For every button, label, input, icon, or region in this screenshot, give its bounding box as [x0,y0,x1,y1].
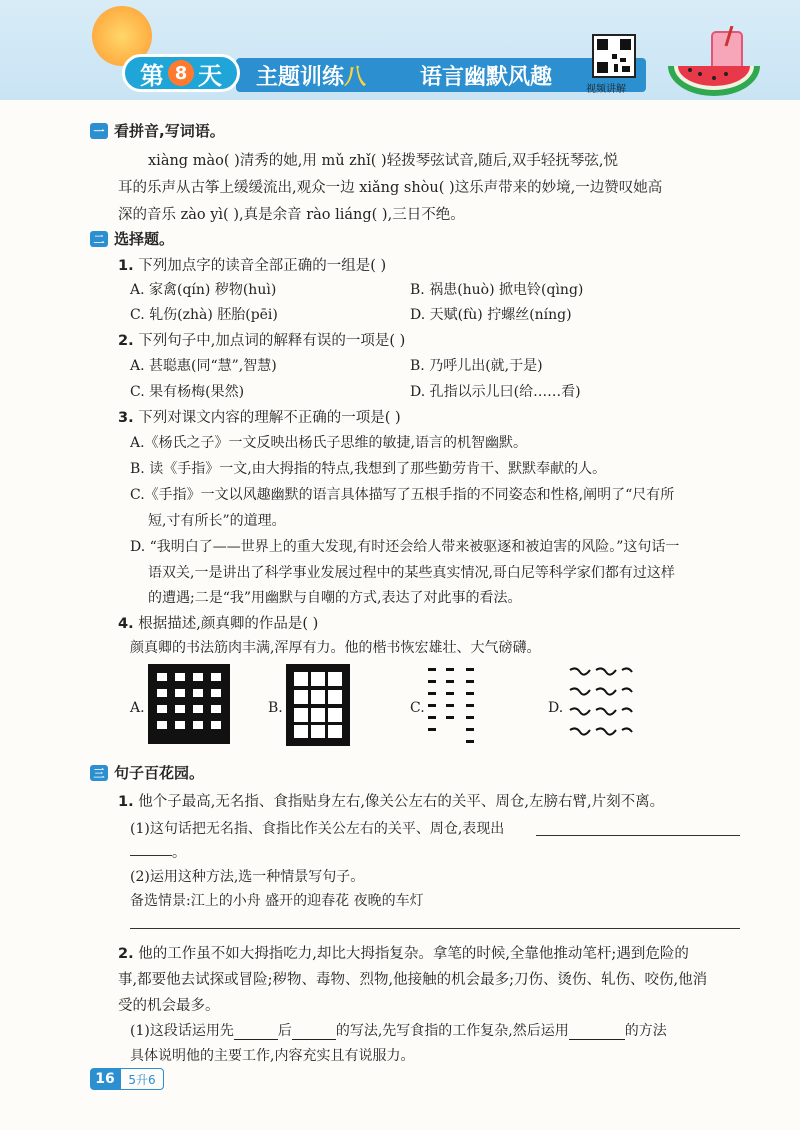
q2-4-option-c-label[interactable]: C. [410,700,425,716]
topic-title: 语言幽默风趣 [420,65,553,90]
q2-3-option-d-line1[interactable]: D. “我明白了——世界上的重大发现,有时还会给人带来被驱逐和被迫害的风险。”这句话一 [130,539,680,555]
q2-2-option-a[interactable]: A. 甚聪惠(同“慧”,智慧) [130,358,277,374]
q2-3-option-d-line3: 的遭遇;二是“我”用幽默与自嘲的方式,表达了对此事的看法。 [148,590,522,606]
q2-1-option-a[interactable]: A. 家禽(qín) 秽物(huì) [130,282,277,298]
s1-line-1: xiàng mào( )清秀的她,用 mǔ zhǐ( )轻拨琴弦试音,随后,双手轻抚琴弦,悦 [148,153,619,169]
q3-1-part-2: (2)运用这种方法,选一种情景写句子。 [130,869,365,885]
day-number: 8 [168,60,194,86]
q2-4-description: 颜真卿的书法筋肉丰满,浑厚有力。他的楷书恢宏雄壮、大气磅礴。 [130,640,541,656]
q-text: 他的工作虽不如大拇指吃力,却比大拇指复杂。拿笔的时候,全靠他推动笔杆;遇到危险的 [138,946,689,962]
q-number: 2. [118,333,134,349]
grade-label: 5升6 [120,1068,164,1090]
s1-line-3: 深的音乐 zào yì( ),真是余音 rào liáng( ),三日不绝。 [118,207,465,223]
q2-2-stem [118,329,405,350]
theme-number: 八 [344,65,367,90]
page-number: 16 [90,1068,120,1090]
calligraphy-sample-b[interactable] [286,664,350,746]
text-segment: 后 [277,1023,292,1039]
section-3-heading [90,762,204,783]
q3-1-scenarios: 备选情景:江上的小舟 盛开的迎春花 夜晚的车灯 [130,893,424,909]
q3-2-line-2: 事,都要他去试探或冒险;秽物、毒物、烈物,他接触的机会最多;刀伤、烫伤、轧伤、咬伤,他消 [118,972,708,988]
text-segment: 的方法 [624,1023,667,1039]
q2-3-option-c-line1[interactable]: C.《手指》一文以风趣幽默的语言具体描写了五根手指的不同姿态和性格,阐明了“尺有所 [130,487,675,503]
q-text: 下列句子中,加点词的解释有误的一项是( ) [138,333,406,349]
q3-2-line-3: 受的机会最多。 [118,998,220,1014]
q-number: 1. [118,794,134,810]
q-number: 4. [118,616,134,632]
answer-blank[interactable] [292,1025,336,1040]
section-1-badge: 一 [90,123,108,139]
text-segment: 的写法,先写食指的工作复杂,然后运用 [335,1023,569,1039]
q2-3-option-d-line2: 语双关,一是讲出了科学事业发展过程中的某些真实情况,哥白尼等科学家们都有过这样 [148,565,675,581]
answer-line[interactable] [130,928,740,929]
q2-4-option-a-label[interactable]: A. [130,700,145,716]
q2-3-option-b[interactable]: B. 读《手指》一文,由大拇指的特点,我想到了那些勤劳肯干、默默奉献的人。 [130,461,607,477]
q2-3-option-c-line2: 短,寸有所长”的道理。 [148,513,286,529]
q2-3-stem [118,406,401,427]
day-badge [122,54,240,92]
qr-code-icon[interactable] [592,34,636,78]
text-segment: (1)这段话运用先 [130,1023,234,1039]
q2-4-option-b-label[interactable]: B. [268,700,283,716]
calligraphy-b-glyphs [291,669,345,741]
q2-1-option-d[interactable]: D. 天赋(fù) 拧螺丝(níng) [410,307,572,323]
calligraphy-sample-d[interactable] [566,662,642,746]
day-suffix: 天 [198,61,222,90]
answer-line[interactable] [536,835,740,836]
q-text: 他个子最高,无名指、食指贴身左右,像关公左右的关平、周仓,左膀右臂,片刻不离。 [138,794,665,810]
theme-label: 主题训练 [256,65,345,90]
answer-blank[interactable] [569,1025,625,1040]
q2-1-option-b[interactable]: B. 祸患(huò) 掀电铃(qìng) [410,282,584,298]
q-number: 2. [118,946,134,962]
section-3-title: 句子百花园。 [114,764,205,782]
theme-title [256,60,366,91]
q3-1-part-1: (1)这句话把无名指、食指比作关公左右的关平、周仓,表现出 [130,821,505,837]
q-number: 3. [118,410,134,426]
q3-1-part-1-end: 。 [172,845,186,861]
section-2-title: 选择题。 [114,230,175,248]
answer-line[interactable] [130,855,172,856]
section-1-title: 看拼音,写词语。 [114,122,225,140]
q3-1-stem [118,790,664,811]
q2-2-option-b[interactable]: B. 乃呼儿出(就,于是) [410,358,543,374]
qr-label: 视频讲解 [586,84,626,95]
q3-2-stem [118,942,689,963]
watermelon-drink-icon [660,26,770,96]
q2-4-stem [118,612,318,633]
calligraphy-sample-c[interactable] [426,664,486,748]
q2-2-option-d[interactable]: D. 孔指以示儿曰(给……看) [410,384,581,400]
section-1-heading [90,120,225,141]
q3-2-part-1-cont: 具体说明他的主要工作,内容充实且有说服力。 [130,1048,415,1064]
s1-line-2: 耳的乐声从古筝上缓缓流出,观众一边 xiǎng shòu( )这乐声带来的妙境,一边赞叹她高 [118,180,663,196]
calligraphy-a-glyphs [153,669,225,739]
q-text: 下列对课文内容的理解不正确的一项是( ) [138,410,401,426]
q3-2-part-1 [130,1020,667,1040]
q-text: 下列加点字的读音全部正确的一组是( ) [138,258,387,274]
q2-1-stem [118,254,386,275]
day-prefix: 第 [140,61,164,90]
section-2-badge: 二 [90,231,108,247]
answer-blank[interactable] [234,1025,278,1040]
q2-4-option-d-label[interactable]: D. [548,700,564,716]
section-3-badge: 三 [90,765,108,781]
q2-2-option-c[interactable]: C. 果有杨梅(果然) [130,384,245,400]
q2-1-option-c[interactable]: C. 轧伤(zhà) 胚胎(pēi) [130,307,278,323]
section-2-heading [90,228,174,249]
q-number: 1. [118,258,134,274]
q-text: 根据描述,颜真卿的作品是( ) [138,616,319,632]
calligraphy-sample-a[interactable] [148,664,230,744]
q2-3-option-a[interactable]: A.《杨氏之子》一文反映出杨氏子思维的敏捷,语言的机智幽默。 [130,435,528,451]
